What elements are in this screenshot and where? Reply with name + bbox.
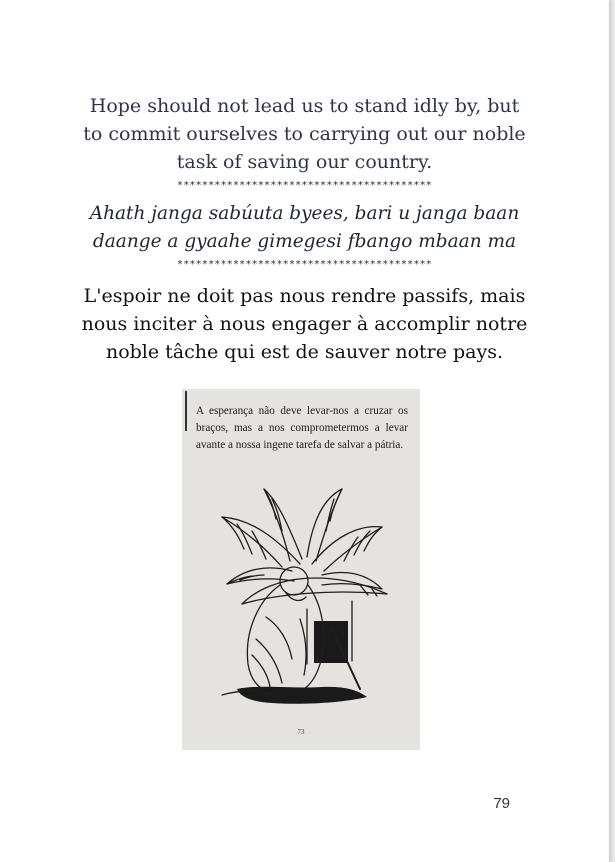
french-line: noble tâche qui est de sauver notre pays. bbox=[105, 341, 504, 363]
translation-line: daange a gyaahe gimegesi fbango mbaan ma bbox=[92, 231, 517, 252]
french-line: nous inciter à nous engager à accomplir notre bbox=[81, 313, 528, 335]
separator-bottom: ***************************************** bbox=[176, 259, 433, 270]
separator-top: ***************************************** bbox=[176, 180, 433, 191]
page-number: 79 bbox=[493, 795, 510, 812]
english-line: task of saving our country. bbox=[176, 151, 433, 173]
french-line: L'espoir ne doit pas nous rendre passifs, mais bbox=[83, 285, 526, 307]
english-paragraph bbox=[0, 92, 609, 176]
photo-portuguese-text: A esperança não deve levar-nos a cruzar os braços, mas a nos comprometermos a levar avante a nossa ingene tarefa de salvar a pátria. bbox=[196, 405, 408, 451]
translation-line: Ahath janga sabúuta byees, bari u janga baan bbox=[89, 203, 520, 224]
book-page-photo bbox=[182, 389, 420, 750]
photo-page-number: 73 bbox=[297, 728, 305, 736]
translation-paragraph bbox=[0, 200, 609, 256]
english-line: to commit ourselves to carrying out our noble bbox=[83, 123, 526, 145]
english-line: Hope should not lead us to stand idly by, but bbox=[89, 95, 520, 117]
hut-illustration bbox=[182, 389, 420, 750]
french-paragraph bbox=[0, 282, 609, 366]
